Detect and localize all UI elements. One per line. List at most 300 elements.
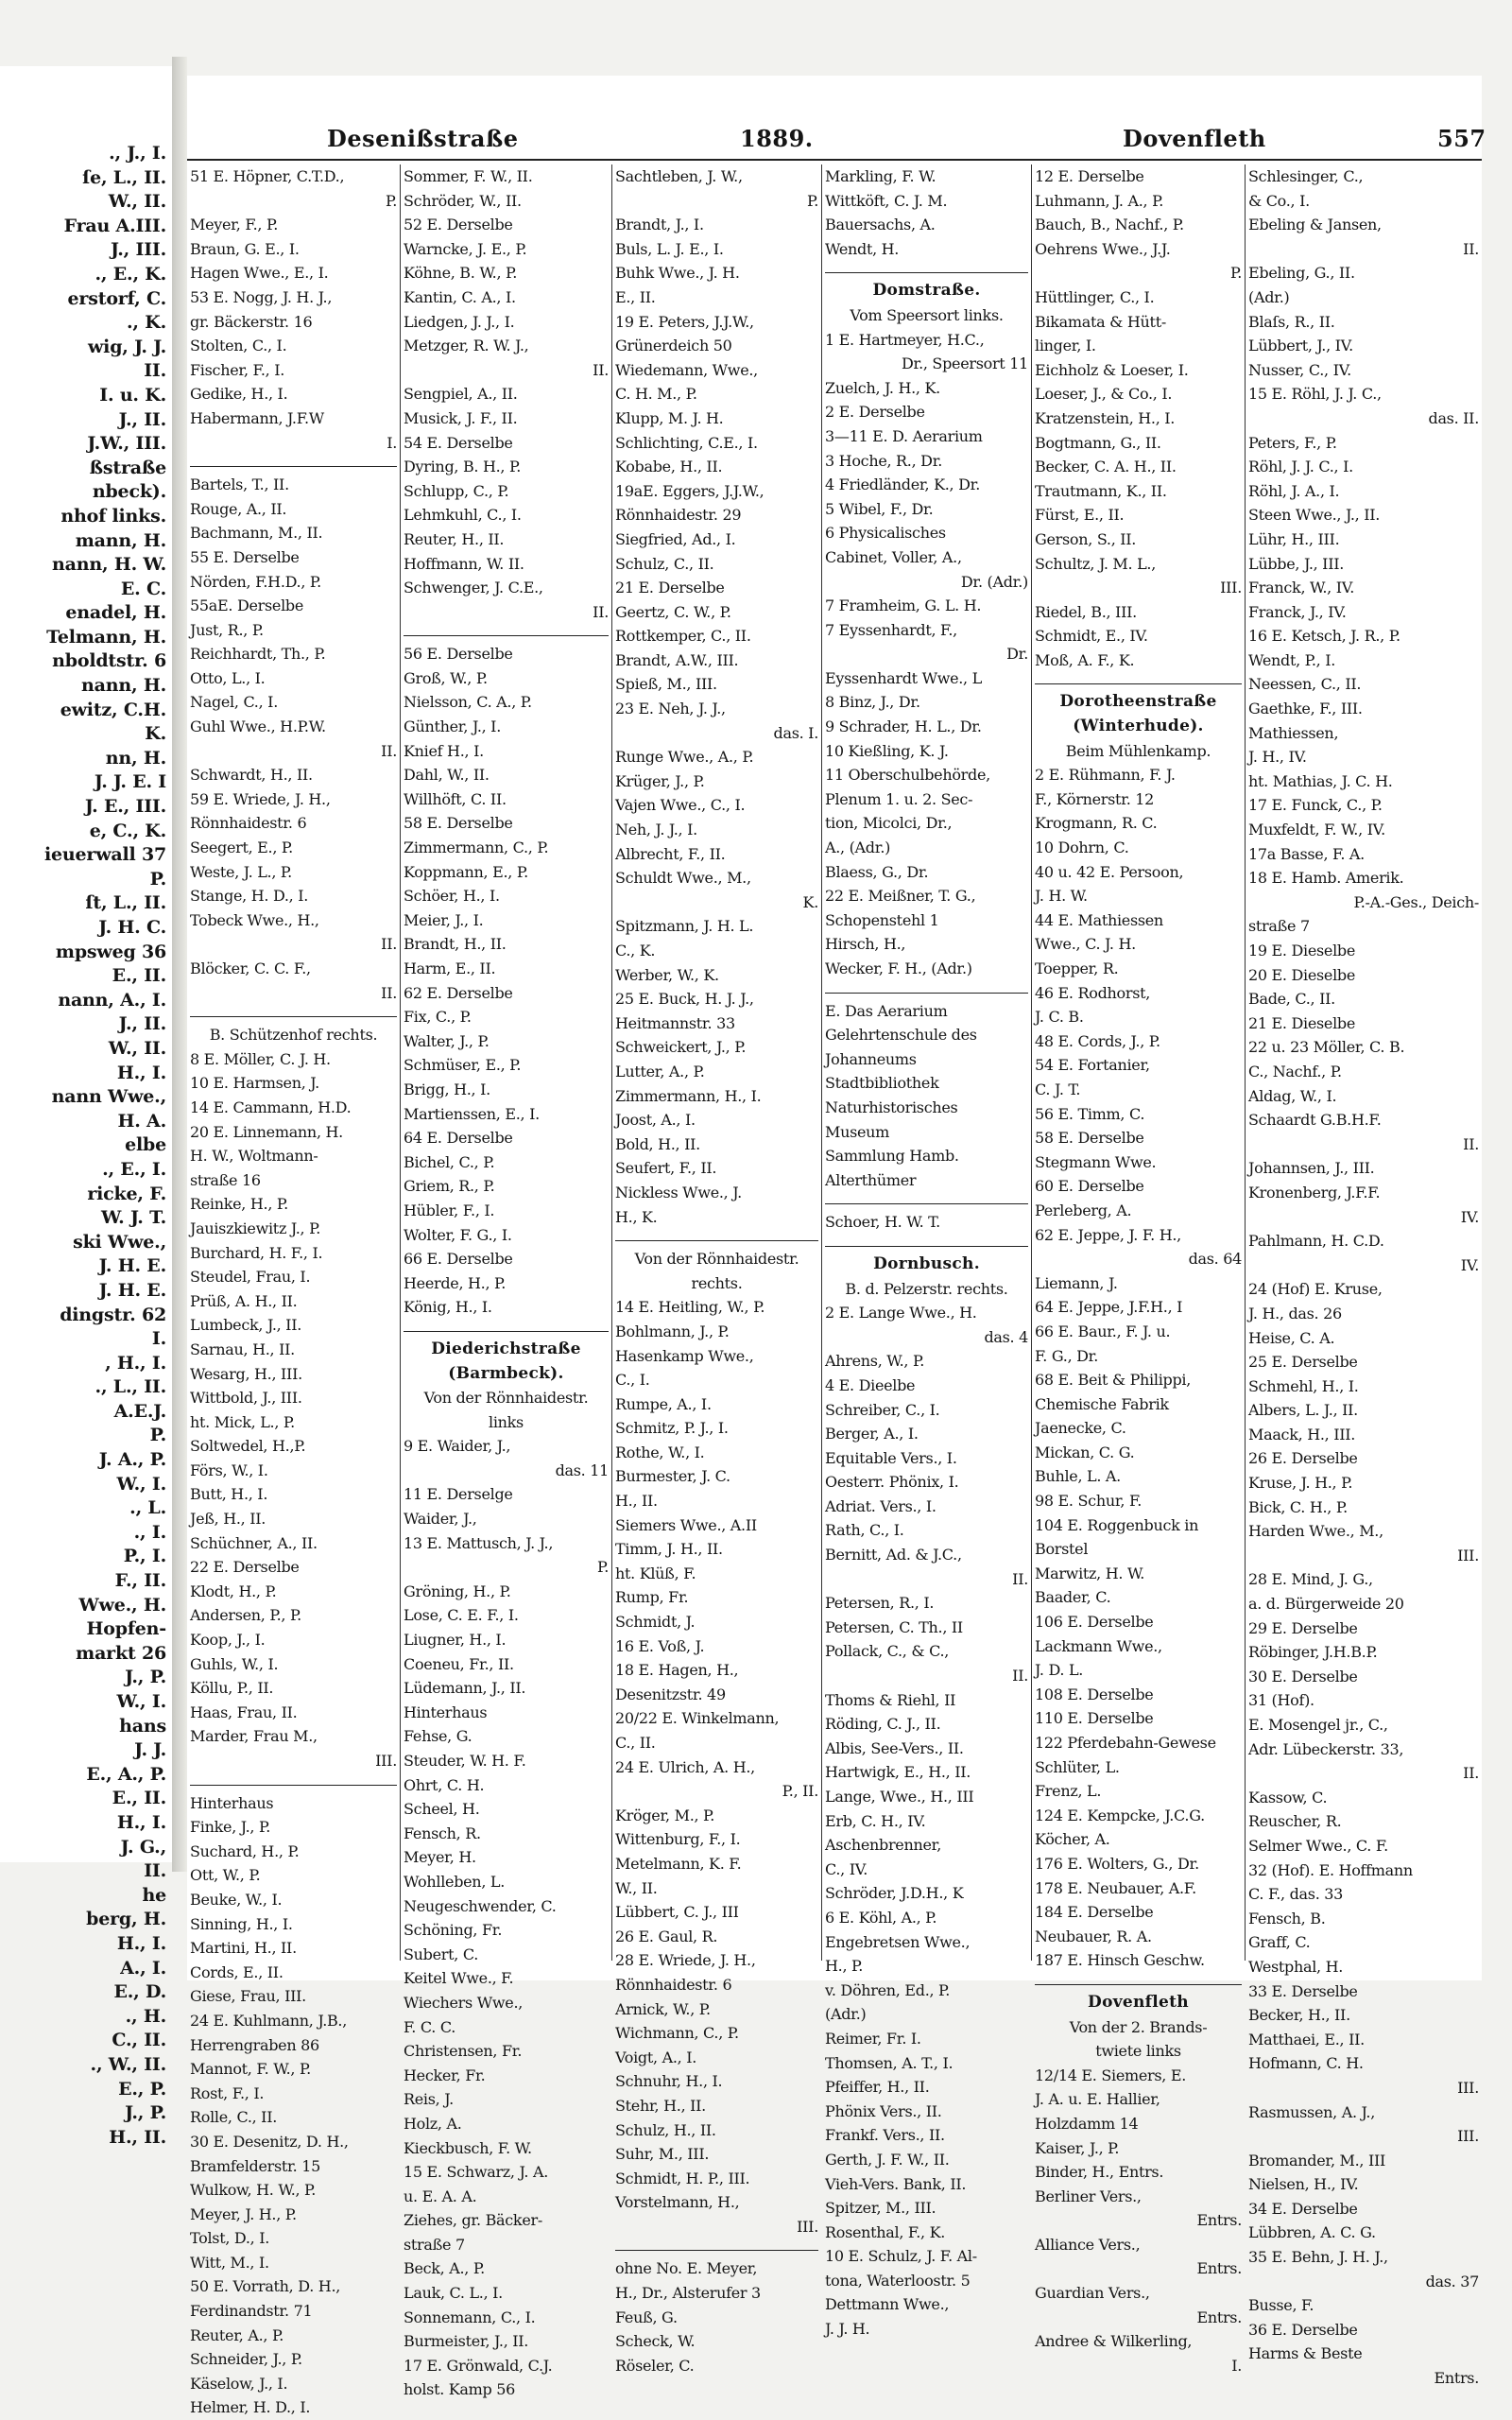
directory-entry-line: Loeser, J., & Co., I. — [1035, 385, 1173, 404]
directory-entry-line: Lehmkuhl, C., I. — [404, 506, 522, 525]
directory-entry-line: II. — [1012, 1569, 1028, 1588]
directory-entry-line: Liedgen, J. J., I. — [404, 312, 515, 331]
directory-entry-line: Arnick, W., P. — [615, 1999, 711, 2018]
directory-entry-line: Neessen, C., II. — [1248, 675, 1362, 694]
directory-entry-line: Burmeister, J., II. — [404, 2332, 529, 2351]
book-spine-shadow — [172, 57, 187, 1872]
facing-page-line: H., I. — [116, 1811, 166, 1833]
directory-entry-line: Thomsen, A. T., I. — [825, 2053, 954, 2072]
directory-entry-line: F. G., Dr. — [1035, 1346, 1099, 1365]
directory-entry-line: tion, Micolci, Dr., — [825, 814, 953, 833]
facing-page-line: J., P. — [125, 1667, 166, 1688]
directory-entry-line: Sonnemann, C., I. — [404, 2308, 536, 2326]
directory-entry-line: Rost, F., I. — [190, 2083, 265, 2102]
facing-page-line: H., II. — [109, 2126, 166, 2148]
facing-page-line: A.E.J. — [113, 1400, 166, 1422]
directory-entry-line: Lutter, A., P. — [615, 1062, 705, 1080]
directory-entry-line: Nusser, C., IV. — [1248, 360, 1351, 379]
directory-entry-line: Bohlmann, J., P. — [615, 1322, 730, 1340]
directory-entry-line: 12 E. Derselbe — [1035, 167, 1144, 185]
directory-entry-line: Stolten, C., I. — [190, 337, 287, 355]
directory-entry-line: 34 E. Derselbe — [1248, 2199, 1358, 2218]
directory-entry-line: Meyer, H. — [404, 1848, 476, 1867]
directory-entry-line: Harm, E., II. — [404, 959, 496, 977]
directory-entry-line — [190, 1773, 397, 1786]
directory-entry-line: Entrs. — [1196, 2259, 1242, 2278]
facing-page-line: mpsweg 36 — [55, 941, 166, 962]
directory-entry-line: Lose, C. E. F., I. — [404, 1606, 519, 1625]
directory-entry-line: das. 4 — [984, 1327, 1028, 1346]
directory-entry-line: Feuß, G. — [615, 2308, 678, 2326]
directory-entry-line: 18 E. Hagen, H., — [615, 1661, 739, 1680]
directory-entry-line: J. C. B. — [1035, 1008, 1084, 1027]
directory-entry-line: Fürst, E., II. — [1035, 506, 1125, 525]
directory-entry-line: Habermann, J.F.W — [190, 408, 324, 427]
facing-page-line: J. A., P. — [98, 1449, 166, 1471]
directory-entry-line: Naturhistorisches — [825, 1098, 958, 1116]
facing-page-line: ., J., I. — [109, 143, 166, 164]
directory-entry-line: Becker, H., II. — [1248, 2006, 1350, 2025]
directory-entry-line: Alterthümer — [825, 1170, 917, 1189]
directory-entry-line: Vom Speersort links. — [850, 305, 1004, 324]
directory-entry-line: Schulz, H., II. — [615, 2120, 716, 2139]
directory-entry-line: C. F., das. 33 — [1248, 1885, 1344, 1904]
directory-entry-line: 22 E. Derselbe — [190, 1558, 300, 1577]
directory-entry-line: Tolst, D., I. — [190, 2229, 270, 2248]
directory-entry-line: J. H., IV. — [1248, 748, 1307, 767]
directory-entry-line: 55aE. Derselbe — [190, 596, 304, 615]
directory-entry-line: Coeneu, Fr., II. — [404, 1654, 514, 1673]
directory-entry-line: Schreiber, C., I. — [825, 1400, 940, 1419]
directory-entry-line: Bernitt, Ad. & J.C., — [825, 1546, 962, 1564]
directory-entry-line: Lübbert, J., IV. — [1248, 337, 1353, 355]
directory-entry-line: Brigg, H., I. — [404, 1080, 490, 1098]
directory-entry-line: 40 u. 42 E. Persoon, — [1035, 862, 1184, 881]
facing-page-line: erstorf, C. — [67, 287, 166, 309]
directory-entry-line: 33 E. Derselbe — [1248, 1981, 1358, 2000]
directory-entry-line: ht. Mick, L., P. — [190, 1412, 295, 1431]
directory-entry-line: Stange, H. D., I. — [190, 887, 309, 906]
directory-entry-line: 3—11 E. D. Aerarium — [825, 426, 983, 445]
directory-entry-line: 23 E. Neh, J. J., — [615, 700, 726, 718]
directory-entry-line: Buls, L. J. E., I. — [615, 239, 724, 258]
directory-entry-line: Neh, J. J., I. — [615, 821, 697, 839]
directory-entry-line: Harms & Beste — [1248, 2344, 1363, 2363]
directory-entry-line: (Adr.) — [825, 2005, 867, 2024]
facing-page-line: E., II. — [112, 1788, 166, 1809]
directory-entry-line: 50 E. Vorrath, D. H., — [190, 2277, 341, 2296]
directory-entry-line: H., II. — [615, 1492, 658, 1511]
directory-entry-line: Holzdamm 14 — [1035, 2114, 1139, 2133]
directory-entry-line: Eyssenhardt Wwe., L — [825, 668, 982, 687]
directory-entry-line: 4 E. Dieelbe — [825, 1375, 916, 1394]
directory-entry-line: 2 E. Lange Wwe., H. — [825, 1304, 977, 1322]
directory-entry-line: Markling, F. W. — [825, 167, 936, 185]
facing-page-line: I. u. K. — [99, 384, 166, 406]
directory-entry-line: Alliance Vers., — [1035, 2235, 1141, 2254]
directory-entry-line: Albrecht, F., II. — [615, 844, 726, 863]
directory-entry-line: Ahrens, W., P. — [825, 1352, 924, 1371]
facing-page-line: ski Wwe., — [73, 1231, 166, 1253]
directory-entry-line: Rumpe, A., I. — [615, 1394, 712, 1413]
facing-page-line: nann, A., I. — [58, 989, 166, 1011]
directory-entry-line: Hüttlinger, C., I. — [1035, 287, 1155, 306]
directory-entry-line: III. — [1457, 2078, 1479, 2097]
directory-entry-line — [615, 2238, 818, 2251]
directory-entry-line: F. C. C. — [404, 2017, 455, 2036]
directory-entry-line: 54 E. Fortanier, — [1035, 1056, 1150, 1075]
directory-entry-line: Warncke, J. E., P. — [404, 239, 527, 258]
directory-entry-line: Krüger, J., P. — [615, 771, 705, 790]
directory-entry-line: P., II. — [782, 1782, 818, 1801]
directory-entry-line: Hasenkamp Wwe., — [615, 1346, 754, 1365]
directory-entry-line: H., K. — [615, 1207, 658, 1226]
directory-entry-line: Luhmann, J. A., P. — [1035, 191, 1164, 210]
directory-entry-line: Günther, J., I. — [404, 717, 501, 736]
directory-entry-line: III. — [1457, 1546, 1479, 1564]
directory-entry-line: Hartwigk, E., H., II. — [825, 1763, 971, 1782]
directory-entry-line: Martienssen, E., I. — [404, 1104, 540, 1123]
directory-entry-line: Grünerdeich 50 — [615, 337, 732, 355]
facing-page-line: ., W., II. — [90, 2053, 166, 2075]
directory-entry-line: Selmer Wwe., C. F. — [1248, 1836, 1388, 1855]
directory-entry-line: J. J. H. — [825, 2320, 870, 2339]
directory-entry-line: Bachmann, M., II. — [190, 524, 323, 543]
directory-entry-line: C., K. — [615, 942, 656, 959]
directory-entry-line: Walter, J., P. — [404, 1031, 490, 1050]
facing-page-line: Frau A.III. — [63, 215, 166, 236]
directory-entry-line: 29 E. Derselbe — [1248, 1618, 1358, 1637]
directory-entry-line: gr. Bäckerstr. 16 — [190, 312, 313, 331]
directory-entry-line: Moß, A. F., K. — [1035, 650, 1135, 669]
directory-entry-line: das. 37 — [1425, 2272, 1479, 2290]
directory-entry-line: Bogtmann, G., II. — [1035, 433, 1161, 452]
facing-page-line: Wwe., H. — [78, 1594, 166, 1616]
directory-entry-line: Schmehl, H., I. — [1248, 1376, 1359, 1395]
directory-entry-line: Köcher, A. — [1035, 1830, 1110, 1849]
directory-entry-line: Braun, G. E., I. — [190, 239, 300, 258]
directory-entry-line: Dr. — [1006, 645, 1028, 664]
directory-entry-line: 9 E. Waider, J., — [404, 1437, 511, 1456]
column-3 — [612, 164, 822, 2375]
directory-entry-line: Rönnhaidestr. 6 — [615, 1975, 732, 1994]
directory-entry-line: Sachtleben, J. W., — [615, 167, 743, 185]
directory-entry-line: (Winterhude). — [1073, 717, 1204, 736]
directory-entry-line: Schopenstehl 1 — [825, 910, 939, 929]
directory-entry-line: H., P. — [825, 1957, 864, 1976]
directory-entry-line: Rosenthal, F., K. — [825, 2222, 946, 2241]
directory-entry-line: Guhls, W., I. — [190, 1654, 279, 1673]
directory-entry-line: Stegmann Wwe. — [1035, 1152, 1157, 1171]
facing-page-line: E. C. — [120, 578, 166, 599]
directory-entry-line: Klodt, H., P. — [190, 1582, 277, 1600]
directory-entry-line: Rolle, C., II. — [190, 2108, 278, 2127]
directory-entry-line: 53 E. Nogg, J. H. J., — [190, 287, 333, 306]
directory-entry-line: Bikamata & Hütt- — [1035, 312, 1166, 331]
directory-entry-line: 14 E. Heitling, W., P. — [615, 1298, 765, 1317]
directory-entry-line: Kruse, J. H., P. — [1248, 1474, 1353, 1493]
directory-entry-line: Gelehrtenschule des — [825, 1026, 977, 1045]
directory-entry-line: Fehse, G. — [404, 1727, 472, 1746]
directory-entry-line: B. d. Pelzerstr. rechts. — [845, 1279, 1008, 1298]
directory-entry-line: Prüß, A. H., II. — [190, 1291, 298, 1310]
directory-entry-line: Schmidt, E., IV. — [1035, 627, 1148, 646]
directory-entry-line: Sengpiel, A., II. — [404, 385, 518, 404]
directory-entry-line: 36 E. Derselbe — [1248, 2320, 1358, 2339]
directory-entry-line: Stehr, H., II. — [615, 2096, 706, 2115]
directory-entry-line: Cords, E., II. — [190, 1962, 284, 1981]
directory-entry-line: J. H., das. 26 — [1248, 1304, 1342, 1322]
directory-entry-line: Mathiessen, — [1248, 723, 1339, 742]
directory-entry-line: Schaardt G.B.H.F. — [1248, 1111, 1382, 1130]
directory-entry-line: Nielsen, H., IV. — [1248, 2175, 1359, 2194]
directory-entry-line: Herrengraben 86 — [190, 2035, 319, 2054]
directory-entry-line: Becker, C. A. H., II. — [1035, 458, 1177, 476]
directory-entry-line: 106 E. Derselbe — [1035, 1613, 1154, 1632]
directory-entry-line: 15 E. Röhl, J. J. C., — [1248, 385, 1382, 404]
directory-entry-line: Steen Wwe., J., II. — [1248, 506, 1381, 525]
facing-page-line: C., II. — [112, 2030, 166, 2051]
column-5 — [1032, 164, 1246, 2375]
directory-entry-line: 32 (Hof). E. Hoffmann — [1248, 1860, 1413, 1879]
directory-entry-line: Riedel, B., III. — [1035, 602, 1137, 621]
directory-entry-line: Metelmann, K. F. — [615, 1854, 742, 1873]
directory-entry-line: Ott, W., P. — [190, 1866, 261, 1885]
directory-entry-line: Röbinger, J.H.B.P. — [1248, 1643, 1378, 1662]
directory-entry-line: Helmer, H. D., I. — [190, 2398, 311, 2417]
directory-entry-line: Harden Wwe., M., — [1248, 1522, 1383, 1541]
directory-entry-line: 6 E. Köhl, A., P. — [825, 1908, 937, 1927]
directory-entry-line: Christensen, Fr. — [404, 2042, 523, 2061]
facing-page-line: hans — [119, 1715, 166, 1737]
directory-entry-line: Trautmann, K., II. — [1035, 481, 1167, 500]
directory-entry-line: Kobabe, H., II. — [615, 458, 723, 476]
directory-entry-line: Jeß, H., II. — [190, 1510, 266, 1529]
directory-entry-line — [190, 455, 397, 467]
directory-entry-line: Fix, C., P. — [404, 1008, 472, 1027]
directory-entry-line: Keitel Wwe., F. — [404, 1969, 514, 1988]
directory-entry-line: Albers, L. J., II. — [1248, 1401, 1358, 1420]
directory-entry-line: Runge Wwe., A., P. — [615, 748, 754, 767]
directory-entry-line: Koop, J., I. — [190, 1631, 266, 1650]
directory-entry-line: Groß, W., P. — [404, 668, 488, 687]
directory-entry-line: Toepper, R. — [1035, 959, 1119, 977]
directory-entry-line: 46 E. Rodhorst, — [1035, 983, 1151, 1002]
facing-page-line: K. — [145, 723, 166, 745]
directory-entry-line: Schweickert, J., P. — [615, 1038, 747, 1057]
directory-entry-line: Steuder, W. H. F. — [404, 1752, 526, 1770]
facing-page-line: E., II. — [112, 965, 166, 987]
directory-entry-line: Siemers Wwe., A.II — [615, 1515, 757, 1534]
directory-entry-line: Fensch, B. — [1248, 1909, 1326, 1927]
directory-entry-line: 5 Wibel, F., Dr. — [825, 499, 934, 518]
directory-entry-line: 17 E. Grönwald, C.J. — [404, 2356, 553, 2375]
directory-entry-line: Vieh-Vers. Bank, II. — [825, 2174, 967, 2193]
directory-entry-line: 22 E. Meißner, T. G., — [825, 887, 976, 906]
directory-entry-line — [190, 1005, 397, 1017]
facing-page-line: J., III. — [110, 239, 166, 261]
directory-entry-line: Gröning, H., P. — [404, 1582, 511, 1600]
facing-page-line: J. J. — [134, 1739, 166, 1761]
directory-entry-line: 19 E. Peters, J.J.W., — [615, 312, 754, 331]
directory-entry-line: II. — [381, 983, 397, 1002]
directory-entry-line: 35 E. Behn, J. H. J., — [1248, 2248, 1388, 2267]
directory-entry-line: Schmüser, E., P. — [404, 1056, 522, 1075]
directory-entry-line: Mickan, C. G. — [1035, 1443, 1135, 1461]
directory-entry-line: Plenum 1. u. 2. Sec- — [825, 789, 973, 808]
directory-entry-line: Peters, F., P. — [1248, 433, 1337, 452]
directory-entry-line: Beuke, W., I. — [190, 1890, 283, 1909]
directory-entry-line: Reis, J. — [404, 2090, 454, 2109]
directory-entry-line: Bick, C. H., P. — [1248, 1497, 1348, 1516]
directory-entry-line: Zimmermann, H., I. — [615, 1086, 762, 1105]
facing-page-line: e, C., K. — [89, 820, 166, 841]
directory-entry-line: Reuter, H., II. — [404, 529, 505, 548]
directory-entry-line: 19aE. Eggers, J.J.W., — [615, 481, 765, 500]
directory-entry-line: Wendt, P., I. — [1248, 650, 1336, 669]
directory-entry-line: Musick, J. F., II. — [404, 408, 518, 427]
directory-entry-line: 10 Kießling, K. J. — [825, 741, 949, 760]
directory-entry-line: Hecker, Fr. — [404, 2066, 486, 2084]
directory-entry-line: Schulz, C., II. — [615, 554, 714, 573]
facing-page-line: W. J. T. — [100, 1207, 166, 1229]
directory-entry-line: Equitable Vers., I. — [825, 1448, 957, 1467]
directory-entry-line: J. H. W. — [1035, 887, 1088, 906]
directory-entry-line: 16 E. Ketsch, J. R., P. — [1248, 627, 1400, 646]
running-head — [187, 121, 1486, 161]
header-left-street: Desenißstraße — [327, 125, 519, 152]
facing-page-line: W., I. — [116, 1473, 166, 1495]
directory-entry-line: Johanneums — [825, 1049, 917, 1068]
directory-entry-line: Lange, Wwe., H., III — [825, 1788, 974, 1806]
directory-entry-line: Kröger, M., P. — [615, 1806, 715, 1824]
directory-entry-line: Berger, A., I. — [825, 1425, 919, 1443]
facing-page-line: , H., I. — [105, 1352, 166, 1374]
column-1 — [187, 164, 401, 2417]
directory-entry-line: 4 Friedländer, K., Dr. — [825, 475, 980, 494]
directory-entry-line: Ebeling, G., II. — [1248, 264, 1355, 283]
directory-entry-line: P. — [806, 191, 818, 210]
directory-entry-line: IV. — [1460, 1207, 1479, 1226]
directory-entry-line: Binder, H., Entrs. — [1035, 2163, 1164, 2182]
directory-entry-line: König, H., I. — [404, 1298, 492, 1317]
directory-entry-line — [825, 981, 1028, 994]
directory-entry-line: Sammlung Hamb. — [825, 1147, 959, 1166]
directory-entry-line: Rothe, W., I. — [615, 1443, 705, 1461]
directory-entry-line: Franck, W., IV. — [1248, 579, 1354, 597]
facing-page-line: E., D. — [113, 1981, 166, 2003]
directory-entry-line: Rath, C., I. — [825, 1521, 904, 1540]
facing-page-line: wig, J. J. — [88, 336, 166, 357]
directory-entry-line: das. II. — [1428, 408, 1479, 427]
directory-entry-line — [1035, 672, 1242, 684]
directory-entry-line: Schlupp, C., P. — [404, 481, 509, 500]
directory-entry-line: Scheck, W. — [615, 2332, 696, 2351]
directory-entry-line — [615, 1229, 818, 1241]
facing-page-line: P. — [149, 1425, 166, 1446]
directory-entry-line: Frenz, L. — [1035, 1782, 1102, 1801]
facing-page-line: P., I. — [123, 1546, 166, 1567]
directory-entry-line: Entrs. — [1196, 2308, 1242, 2326]
directory-entry-line: 66 E. Baur., F. J. u. — [1035, 1322, 1171, 1340]
directory-entry-line: P. — [596, 1558, 609, 1577]
directory-entry-line: II. — [1463, 1134, 1479, 1153]
directory-entry-line: Beck, A., P. — [404, 2259, 485, 2278]
directory-entry-line: B. Schützenhof rechts. — [209, 1026, 378, 1045]
directory-entry-line: Schwardt, H., II. — [190, 766, 313, 785]
directory-entry-line: Rönnhaidestr. 6 — [190, 814, 307, 833]
directory-entry-line: Marwitz, H. W. — [1035, 1564, 1145, 1582]
directory-entry-line: 28 E. Mind, J. G., — [1248, 1570, 1373, 1589]
directory-entry-line: Kassow, C. — [1248, 1788, 1328, 1806]
directory-entry-line: Suhr, M., III. — [615, 2145, 710, 2164]
directory-entry-line: Pollack, C., & C., — [825, 1642, 950, 1661]
facing-page-line: II. — [144, 360, 166, 382]
facing-page-line: ., L. — [129, 1497, 166, 1519]
facing-page-line: ., K. — [127, 312, 166, 334]
directory-entry-line: Röhl, J. J. C., I. — [1248, 458, 1353, 476]
directory-entry-line: Förs, W., I. — [190, 1461, 268, 1479]
facing-page-line: he — [142, 1884, 166, 1906]
directory-entry-line: Schnuhr, H., I. — [615, 2072, 723, 2091]
facing-page-line: mann, H. — [75, 529, 166, 551]
directory-entry-line: Guardian Vers., — [1035, 2284, 1150, 2303]
directory-entry-line: Bichel, C., P. — [404, 1152, 495, 1171]
directory-entry-line: Just, R., P. — [190, 620, 264, 639]
directory-entry-line: Hagen Wwe., E., I. — [190, 264, 329, 283]
directory-entry-line: Baader, C. — [1035, 1588, 1111, 1607]
directory-entry-line: Ziehes, gr. Bäcker- — [404, 2211, 542, 2230]
directory-entry-line: 10 E. Schulz, J. F. Al- — [825, 2247, 977, 2266]
directory-entry-line: Heise, C. A. — [1248, 1328, 1335, 1347]
directory-entry-line: Meier, J., I. — [404, 910, 484, 929]
directory-entry-line: H. W., Woltmann- — [190, 1147, 318, 1166]
directory-entry-line: C. J. T. — [1035, 1080, 1081, 1098]
directory-entry-line: III. — [375, 1752, 397, 1770]
directory-entry-line: Zuelch, J. H., K. — [825, 378, 940, 397]
directory-entry-line: Spieß, M., III. — [615, 675, 717, 694]
directory-entry-line: Dr. (Adr.) — [960, 572, 1028, 591]
directory-entry-line: Graff, C. — [1248, 1933, 1311, 1952]
directory-entry-line: Reuter, A., P. — [190, 2325, 284, 2344]
directory-entry-line: 98 E. Schur, F. — [1035, 1492, 1143, 1511]
directory-entry-line: Lüdemann, J., II. — [404, 1679, 526, 1698]
directory-entry-line: 10 Dohrn, C. — [1035, 838, 1129, 857]
directory-entry-line: Adriat. Vers., I. — [825, 1496, 936, 1515]
directory-entry-line: Röding, C. J., II. — [825, 1715, 941, 1734]
directory-entry-line: F., Körnerstr. 12 — [1035, 789, 1155, 808]
directory-entry-line: A., (Adr.) — [825, 838, 891, 857]
directory-entry-line: E. Mosengel jr., C., — [1248, 1716, 1388, 1734]
directory-entry-line: Fensch, R. — [404, 1824, 481, 1842]
directory-entry-line: 21 E. Dieselbe — [1248, 1013, 1356, 1032]
directory-entry-line: Bold, H., II. — [615, 1134, 700, 1153]
directory-entry-line: Soltwedel, H.,P. — [190, 1437, 306, 1456]
directory-entry-line — [1035, 1973, 1242, 1985]
directory-entry-line: 10 E. Harmsen, J. — [190, 1074, 319, 1093]
directory-page — [187, 76, 1486, 2417]
column-2 — [401, 164, 612, 2399]
facing-page-line: F., II. — [114, 1570, 166, 1592]
directory-entry-line: Wiechers Wwe., — [404, 1993, 524, 2012]
directory-entry-line: Mannot, F. W., P. — [190, 2060, 311, 2079]
facing-page-line: nbeck). — [92, 481, 166, 503]
directory-entry-line: Tobeck Wwe., H., — [190, 910, 319, 929]
directory-entry-line: 11 Oberschulbehörde, — [825, 766, 990, 785]
directory-entry-line: 56 E. Timm, C. — [1035, 1104, 1145, 1123]
directory-entry-line: 16 E. Voß, J. — [615, 1636, 705, 1655]
facing-page-line: J. H. C. — [98, 917, 166, 938]
